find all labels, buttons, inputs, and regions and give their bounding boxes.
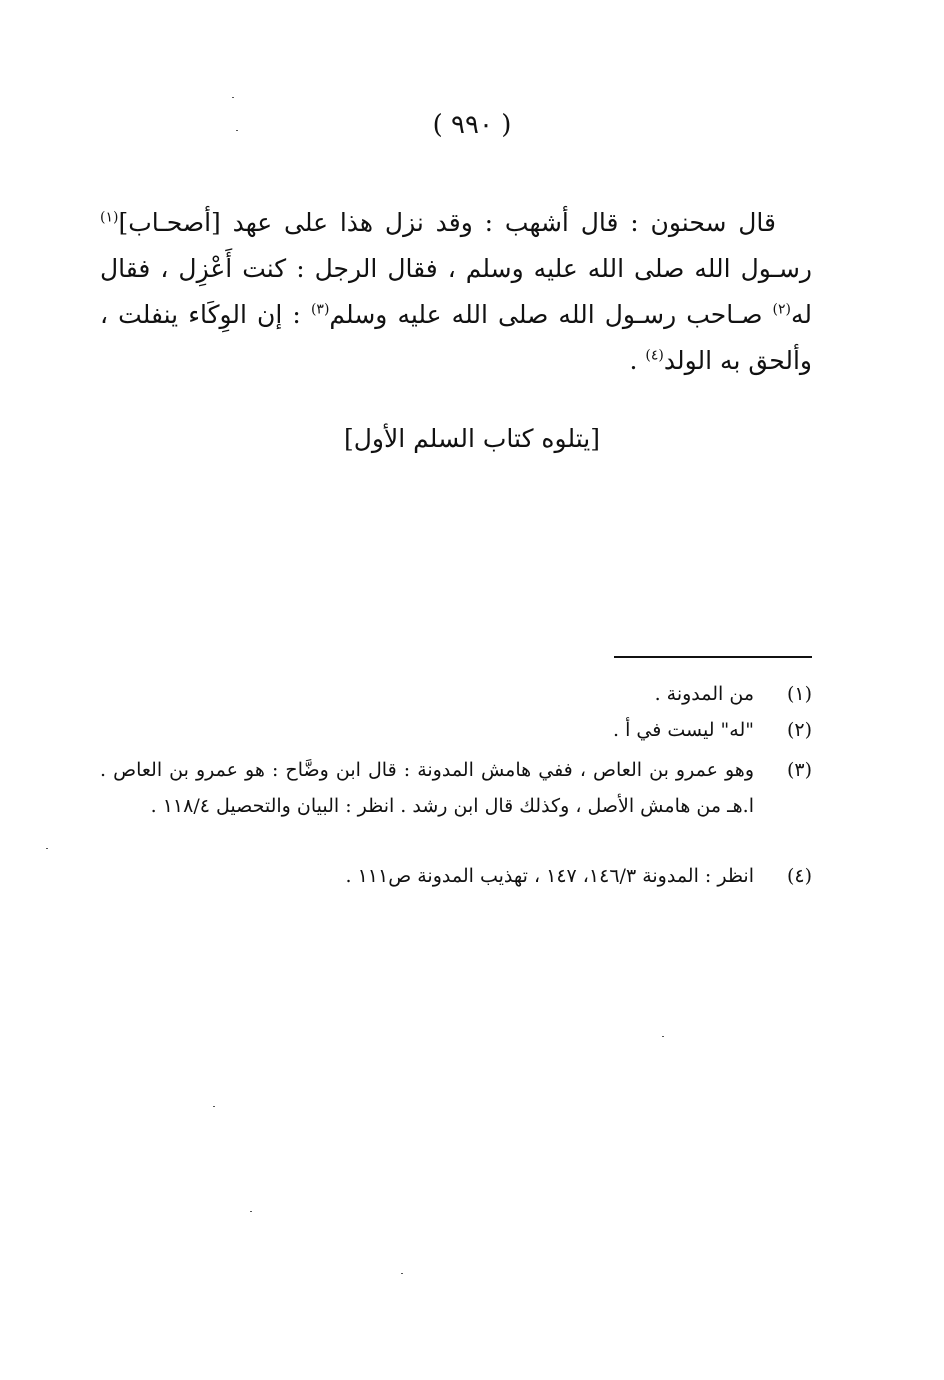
footnote-number: (٢) <box>786 719 812 741</box>
main-text-part: : إن الوِكَاء ينفلت ، وألحق به الولد <box>100 300 812 375</box>
footnote-number: (٣) <box>786 759 812 781</box>
scan-speck <box>401 1273 403 1274</box>
footnote-number: (٤) <box>786 865 812 887</box>
footnote-text: انظر : المدونة ١٤٦/٣، ١٤٧ ، تهذيب المدونة ص١١١ . <box>345 865 754 887</box>
page-number: ( ٩٩٠ ) <box>432 110 512 140</box>
footnote-item <box>100 752 812 824</box>
main-text-part: صـاحب رسـول الله صلى الله عليه وسلم <box>329 300 773 329</box>
scan-speck <box>213 1106 215 1107</box>
footnote-text: وهو عمرو بن العاص ، ففي هامش المدونة : قال ابن وضَّاح : هو عمرو بن العاص . ا.هـ من هامش الأصل ، وكذلك قال ابن رشد . انظر : البيان والتحصيل ١١٨/٤ . <box>100 759 754 817</box>
scan-speck <box>236 130 238 131</box>
footnote-ref: (٢) <box>772 301 791 318</box>
footnote-item <box>100 712 812 748</box>
footnote-ref: (٤) <box>645 347 664 364</box>
scan-speck <box>662 1036 664 1037</box>
main-text-part: . <box>629 346 646 375</box>
footnote-item <box>100 676 812 712</box>
footnote-text: "له" ليست في أ . <box>613 719 754 741</box>
continuation-note: [يتلوه كتاب السلم الأول] <box>344 424 600 453</box>
scan-speck <box>250 1211 252 1212</box>
main-paragraph <box>100 200 812 384</box>
footnote-item <box>100 858 812 894</box>
main-text-part: قال سحنون : قال أشهب : وقد نزل هذا على عهد [أصحـاب] <box>118 208 776 237</box>
main-text-part: رسـول الله صلى الله عليه وسلم ، فقال الرجل : كنت أَعْزِل ، فقال له <box>100 254 813 329</box>
footnote-ref: (١) <box>100 209 119 226</box>
main-text <box>100 200 812 384</box>
footnote-separator <box>614 656 812 658</box>
footnote-ref: (٣) <box>310 301 330 318</box>
footnote-number: (١) <box>786 683 812 705</box>
scan-speck <box>232 97 234 98</box>
footnote-text: من المدونة . <box>654 683 754 705</box>
scan-speck <box>46 848 48 849</box>
